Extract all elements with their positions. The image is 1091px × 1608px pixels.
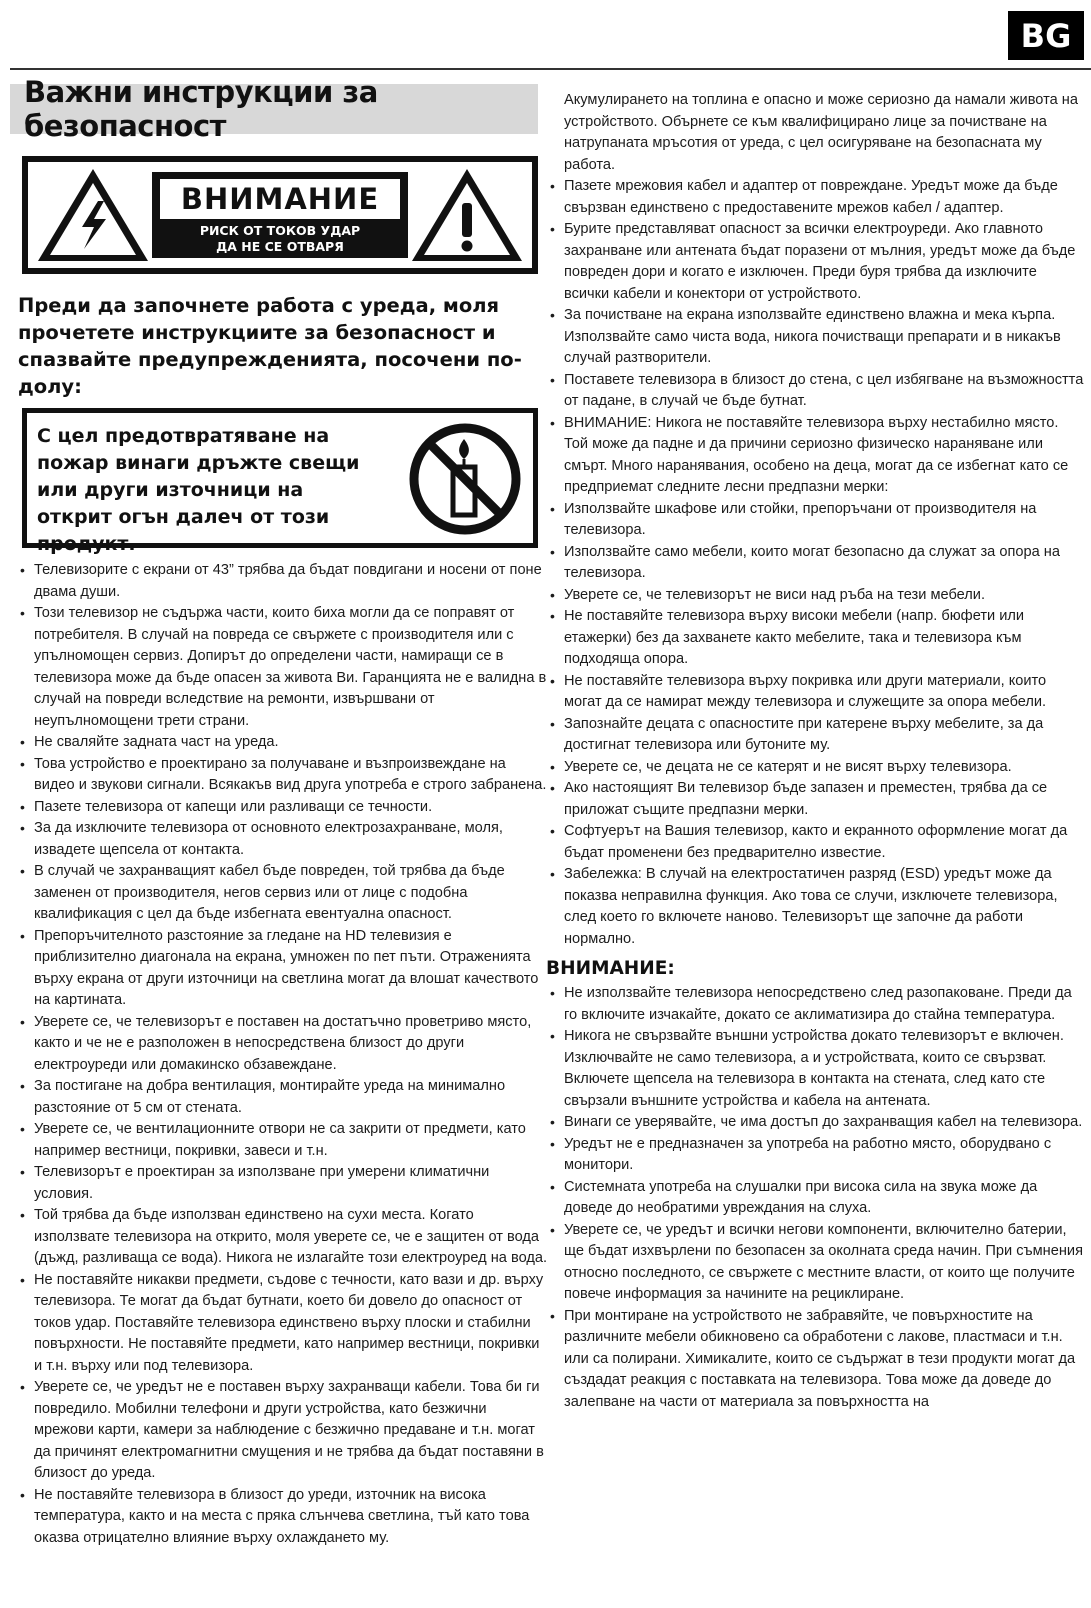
warning-word: ВНИМАНИЕ xyxy=(160,179,400,219)
list-item: • Не поставяйте телевизора върху високи мебели (напр. бюфети или етажерки) без да захванете както мебелите, така и телевизора към подходяща опора. xyxy=(546,606,1086,671)
list-item: • Не поставяйте телевизора върху покривка или други материали, които могат да се намират между телевизора и служещите за опора мебели. xyxy=(546,671,1086,714)
list-item: • Не сваляйте задната част на уреда. xyxy=(16,732,550,754)
list-item: • Ако настоящият Ви телевизор бъде запазен и преместен, трябва да се приложат същите предпазни мерки. xyxy=(546,778,1086,821)
list-item: • Винаги се уверявайте, че има достъп до захранващия кабел на телевизора. xyxy=(546,1112,1086,1134)
list-item: • Той трябва да бъде използван единствено на сухи места. Когато използвате телевизора на открито, моля уверете се, че е защитен от вода (дъжд, разливаща се вода). Никога не излагайте този електроуред на вода. xyxy=(16,1205,550,1270)
list-item: • Бурите представляват опасност за всички електроуреди. Ако главното захранване или антената бъдат поразени от мълния, уредът може да бъде повреден дори и когато е изключен. Преди буря трябва да изключите всички кабели и конектори от устройството. xyxy=(546,219,1086,305)
list-item: • Това устройство е проектирано за получаване и възпроизвеждане на видео и звукови сигнали. Всякакъв вид друга употреба е строго забранена. xyxy=(16,754,550,797)
list-item: • Никога не свързвайте външни устройства докато телевизорът е включен. Изключвайте не само телевизора, а и устройствата, които се свързват. Включете щепсела на телевизора в контакта на стената, след като сте свързали външните устройства и кабела на антената. xyxy=(546,1026,1086,1112)
list-item: • Използвайте само мебели, които могат безопасно да служат за опора на телевизора. xyxy=(546,542,1086,585)
list-item: • Пазете мрежовия кабел и адаптер от повреждане. Уредът може да бъде свързван единствено с предоставените мрежов кабел / адаптер. xyxy=(546,176,1086,219)
list-item: • В случай че захранващият кабел бъде повреден, той трябва да бъде заменен от производителя, негов сервиз или от лице с подобна квалификация с цел да бъде избегната евентуална опасност. xyxy=(16,861,550,926)
right-column xyxy=(546,90,1086,1413)
list-item: • Поставете телевизора в близост до стена, с цел избягване на възможността от падане, в случай че бъде бутнат. xyxy=(546,370,1086,413)
attention-list xyxy=(546,983,1086,1413)
shock-warning-banner xyxy=(22,156,538,274)
warning-subtext xyxy=(200,223,360,255)
list-item: • Уверете се, че телевизорът е поставен на достатъчно проветриво място, както и че не е разположен в непосредствена близост до други електроуреди или домакинско обзавеждане. xyxy=(16,1012,550,1077)
lightning-warning-icon xyxy=(34,165,152,265)
list-item: • Запознайте децата с опасностите при катерене върху мебелите, за да достигнат телевизора или бутоните му. xyxy=(546,714,1086,757)
fire-notice-box xyxy=(22,408,538,555)
warning-label xyxy=(152,172,408,258)
language-badge: BG xyxy=(1008,11,1084,60)
right-safety-list xyxy=(546,176,1086,950)
list-item: • Използвайте шкафове или стойки, препоръчани от производителя на телевизора. xyxy=(546,499,1086,542)
list-item: • Забележка: В случай на електростатичен разряд (ESD) уредът може да показва неправилна функция. Ако това се случи, изключете телевизора, след което го включете наново. Телевизорът ще започне да работи нормално. xyxy=(546,864,1086,950)
left-column xyxy=(10,75,550,1549)
list-item: • При монтиране на устройството не забравяйте, че повърхностите на различните мебели обикновено са обработени с лакове, пластмаси и т.н. или са полирани. Химикалите, които се съдържат в тези продукти могат да създадат реакция с поставката на телевизора. Това може да доведе до залепване на части от материала за повърхността на xyxy=(546,1306,1086,1414)
attention-heading: ВНИМАНИЕ: xyxy=(546,958,675,979)
list-item: • Не използвайте телевизора непосредствено след разопаковане. Преди да го включите изчакайте, докато се аклиматизира до стайна температура. xyxy=(546,983,1086,1026)
list-item: • Не поставяйте никакви предмети, съдове с течности, като вази и др. върху телевизора. Те могат да бъдат бутнати, което би довело до опасност от токов удар. Поставяйте телевизора единствено върху плоски и стабилни повърхности. Не поставяйте предмети, като например вестници, покривки и т.н. върху или под телевизора. xyxy=(16,1270,550,1378)
list-item: • Телевизорите с екрани от 43” трябва да бъдат повдигани и носени от поне двама души. xyxy=(16,560,550,603)
list-item: • За да изключите телевизора от основното електрозахранване, моля, извадете щепсела от контакта. xyxy=(16,818,550,861)
no-open-flame-icon xyxy=(407,421,523,537)
list-item: • Пазете телевизора от капещи или разливащи се течности. xyxy=(16,797,550,819)
list-item: • Телевизорът е проектиран за използване при умерени климатични условия. xyxy=(16,1162,550,1205)
list-item: • Уверете се, че телевизорът не виси над ръба на тези мебели. xyxy=(546,585,1086,607)
list-item: • За почистване на екрана използвайте единствено влажна и мека кърпа. Използвайте само чиста вода, никога почистващи препарати и в никакъв случай разтворители. xyxy=(546,305,1086,370)
list-item: • Уверете се, че вентилационните отвори не са закрити от предмети, като например вестници, покривки, завеси и т.н. xyxy=(16,1119,550,1162)
list-item: • Не поставяйте телевизора в близост до уреди, източник на висока температура, както и на места с пряка слънчева светлина, тъй като това оказва отрицателно влияние върху охлаждането му. xyxy=(16,1485,550,1550)
list-item: • ВНИМАНИЕ: Никога не поставяйте телевизора върху нестабилно място. Той може да падне и да причини сериозно физическо нараняване или смърт. Много наранявания, особено на деца, могат да се избегнат като се предприемат следните лесни предпазни мерки: xyxy=(546,413,1086,499)
list-item: • Софтуерът на Вашия телевизор, както и екранното оформление могат да бъдат променени без предварително известие. xyxy=(546,821,1086,864)
warning-line-2: ДА НЕ СЕ ОТВАРЯ xyxy=(216,239,344,254)
intro-text: Преди да започнете работа с уреда, моля прочетете инструкциите за безопасност и спазвайте предупрежденията, посочени по-долу: xyxy=(18,294,522,398)
list-item: • Уредът не е предназначен за употреба на работно място, оборудвано с монитори. xyxy=(546,1134,1086,1177)
title-box xyxy=(10,75,538,143)
continued-paragraph: Акумулирането на топлина е опасно и може сериозно да намали живота на устройството. Обърнете се към квалифицирано лице за почистване на натрупаната мръсотия от уреда, с цел осигуряване на безопасната му работа. xyxy=(564,92,1078,173)
fire-notice-text: С цел предотвратяване на пожар винаги дръжте свещи или други източници на открит огън далеч от този продукт. xyxy=(37,425,360,555)
list-item: • За постигане на добра вентилация, монтирайте уреда на минимално разстояние от 5 см от стената. xyxy=(16,1076,550,1119)
warning-line-1: РИСК ОТ ТОКОВ УДАР xyxy=(199,223,361,238)
list-item: • Този телевизор не съдържа части, които биха могли да се поправят от потребителя. В случай на повреда се свържете с производителя или с упълномощен сервиз. Допирът до определени части, намиращи се в телевизора може да бъде опасен за живота Ви. Гаранцията не е валидна в случай на повреди вследствие на ремонти, извършвани от неупълномощени трети страни. xyxy=(16,603,550,732)
list-item: • Уверете се, че уредът и всички негови компоненти, включително батерии, ще бъдат изхвърлени по безопасен за околната среда начин. При съмнения относно последното, се свържете с местните власти, от които ще получите повече информация за начините на рециклиране. xyxy=(546,1220,1086,1306)
list-item: • Уверете се, че децата не се катерят и не висят върху телевизора. xyxy=(546,757,1086,779)
list-item: • Системната употреба на слушалки при висока сила на звука може да доведе до необратими увреждания на слуха. xyxy=(546,1177,1086,1220)
exclamation-warning-icon xyxy=(408,165,526,265)
left-safety-list xyxy=(10,560,550,1549)
header-rule xyxy=(10,68,1091,70)
list-item: • Препоръчителното разстояние за гледане на HD телевизия е приблизително диагонала на екрана, умножен по пет пъти. Отраженията върху екрана от други източници на светлина могат да влошат качеството на картината. xyxy=(16,926,550,1012)
page-title: Важни инструкции за безопасност xyxy=(24,75,378,143)
list-item: • Уверете се, че уредът не е поставен върху захранващи кабели. Това би ги повредило. Мобилни телефони и други устройства, като безжични мрежови карти, камери за наблюдение с безжично предаване и т.н. могат да причинят електромагнитни смущения и не трябва да бъдат поставяни в близост до уреда. xyxy=(16,1377,550,1485)
